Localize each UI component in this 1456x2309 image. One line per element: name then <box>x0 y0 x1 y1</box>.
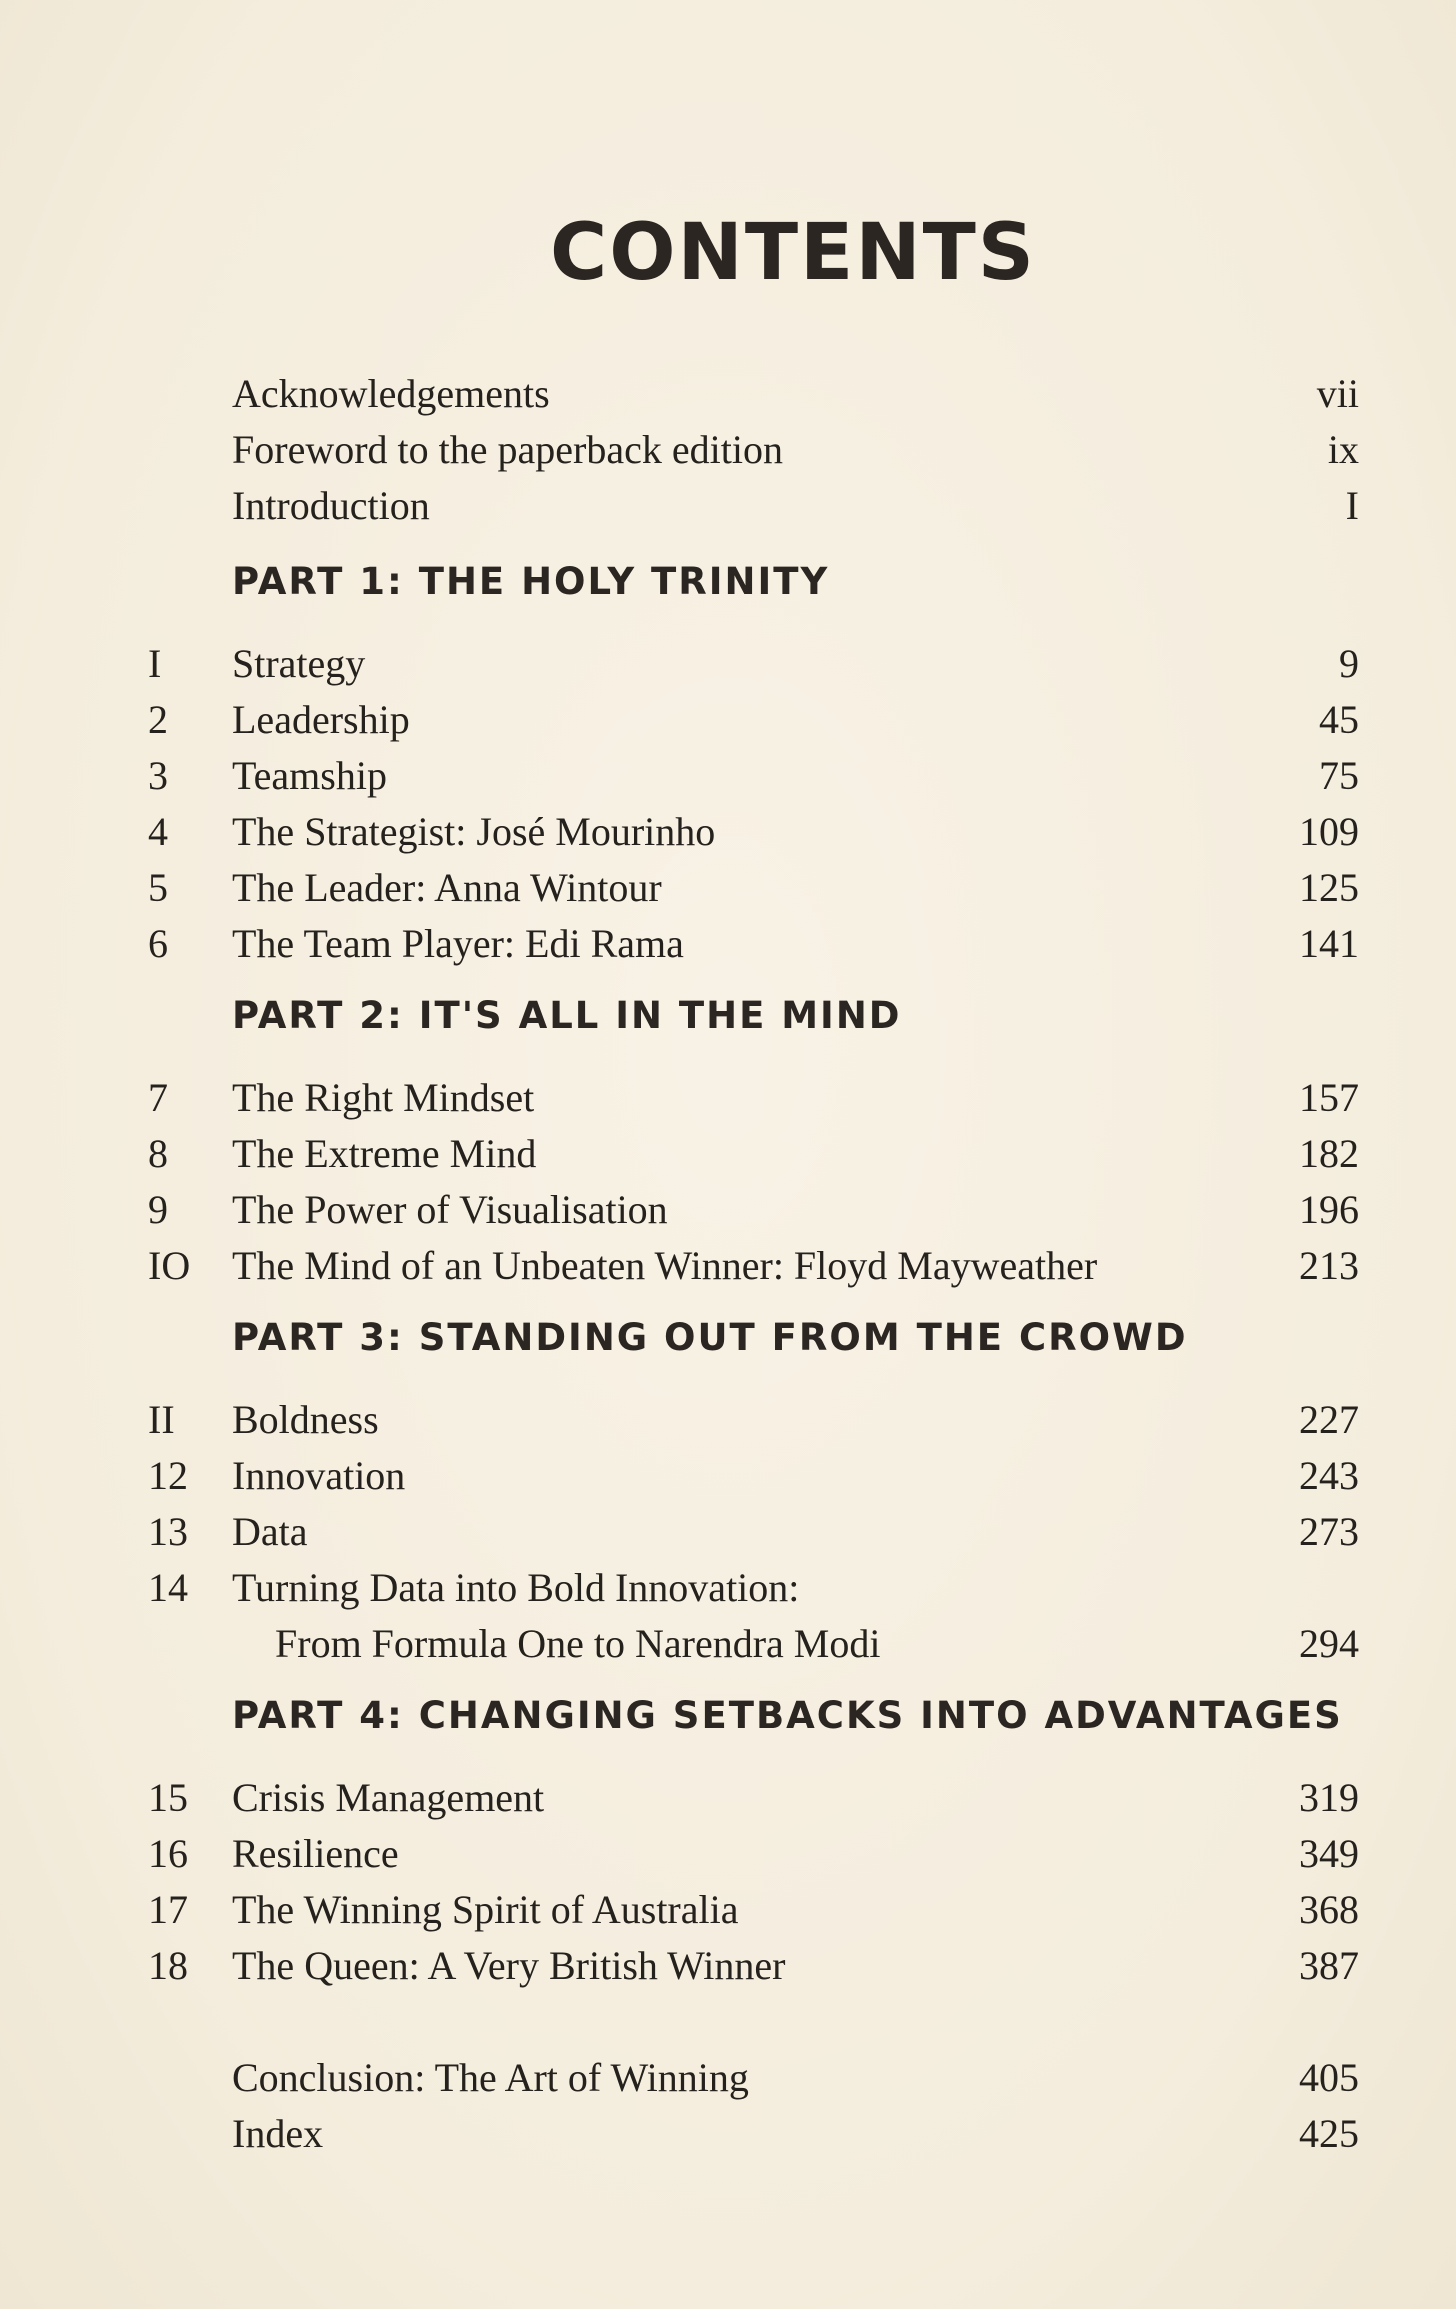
chapter-entry <box>0 1886 1456 1942</box>
chapter-page: 9 <box>1339 641 1359 686</box>
chapter-title: Turning Data into Bold Innovation: <box>232 1565 800 1610</box>
chapter-page: 349 <box>1299 1831 1359 1876</box>
entry-page: I <box>1345 483 1359 528</box>
chapter-entry <box>0 1130 1456 1186</box>
chapter-title: Leadership <box>232 697 410 742</box>
chapter-page: 182 <box>1299 1131 1359 1176</box>
chapter-number: 15 <box>148 1775 188 1820</box>
chapter-entry <box>0 920 1456 976</box>
part-heading-3: PART 3: STANDING OUT FROM THE CROWD <box>232 1316 1188 1359</box>
chapter-page: 196 <box>1299 1187 1359 1232</box>
toc-entry-conclusion <box>0 2054 1456 2110</box>
chapter-page: 141 <box>1299 921 1359 966</box>
entry-page: vii <box>1316 371 1359 416</box>
chapter-title: The Extreme Mind <box>232 1131 537 1176</box>
toc-entry-introduction <box>0 482 1456 538</box>
chapter-entry <box>0 1452 1456 1508</box>
chapter-entry <box>0 1242 1456 1298</box>
chapter-title: The Power of Visualisation <box>232 1187 668 1232</box>
toc-entry-acknowledgements <box>0 370 1456 426</box>
chapter-page: 227 <box>1299 1397 1359 1442</box>
entry-title: Introduction <box>232 483 430 528</box>
toc-entry-index <box>0 2110 1456 2166</box>
chapter-title: The Leader: Anna Wintour <box>232 865 662 910</box>
chapter-number: 9 <box>148 1187 168 1232</box>
chapter-page: 109 <box>1299 809 1359 854</box>
chapter-number: 18 <box>148 1943 188 1988</box>
chapter-number: 7 <box>148 1075 168 1120</box>
chapter-title: Data <box>232 1509 308 1554</box>
chapter-title: Strategy <box>232 641 366 686</box>
chapter-title: The Mind of an Unbeaten Winner: Floyd Mayweather <box>232 1243 1098 1288</box>
part-heading-2: PART 2: IT'S ALL IN THE MIND <box>232 994 902 1037</box>
chapter-number: 12 <box>148 1453 188 1498</box>
chapter-entry <box>0 1186 1456 1242</box>
chapter-entry-continuation <box>0 1620 1456 1676</box>
chapter-page: 368 <box>1299 1887 1359 1932</box>
part-heading-1: PART 1: THE HOLY TRINITY <box>232 560 830 603</box>
entry-title: Conclusion: The Art of Winning <box>232 2055 749 2100</box>
chapter-number: 8 <box>148 1131 168 1176</box>
chapter-title: The Winning Spirit of Australia <box>232 1887 739 1932</box>
chapter-title: The Queen: A Very British Winner <box>232 1943 786 1988</box>
entry-title: Index <box>232 2111 324 2156</box>
chapter-entry <box>0 1508 1456 1564</box>
chapter-entry <box>0 1564 1456 1620</box>
chapter-number: 6 <box>148 921 168 966</box>
chapter-entry <box>0 1074 1456 1130</box>
chapter-entry <box>0 696 1456 752</box>
chapter-number: 16 <box>148 1831 188 1876</box>
part-heading-4: PART 4: CHANGING SETBACKS INTO ADVANTAGES <box>232 1694 1343 1737</box>
chapter-number: II <box>148 1397 175 1442</box>
chapter-title: Innovation <box>232 1453 406 1498</box>
chapter-entry <box>0 1774 1456 1830</box>
chapter-number: 13 <box>148 1509 188 1554</box>
chapter-entry <box>0 864 1456 920</box>
entry-page: 405 <box>1299 2055 1359 2100</box>
chapter-number: 2 <box>148 697 168 742</box>
chapter-page: 243 <box>1299 1453 1359 1498</box>
chapter-entry <box>0 640 1456 696</box>
chapter-page: 157 <box>1299 1075 1359 1120</box>
entry-title: Foreword to the paperback edition <box>232 427 783 472</box>
chapter-entry <box>0 1942 1456 1998</box>
chapter-page: 125 <box>1299 865 1359 910</box>
chapter-title: Teamship <box>232 753 387 798</box>
chapter-page: 294 <box>1299 1621 1359 1666</box>
chapter-page: 213 <box>1299 1243 1359 1288</box>
chapter-page: 273 <box>1299 1509 1359 1554</box>
chapter-entry <box>0 808 1456 864</box>
entry-title: Acknowledgements <box>232 371 550 416</box>
toc-entry-foreword <box>0 426 1456 482</box>
chapter-entry <box>0 752 1456 808</box>
chapter-title-continuation: From Formula One to Narendra Modi <box>275 1621 881 1666</box>
chapter-page: 75 <box>1319 753 1359 798</box>
chapter-title: The Strategist: José Mourinho <box>232 809 716 854</box>
chapter-title: The Right Mindset <box>232 1075 535 1120</box>
chapter-number: 3 <box>148 753 168 798</box>
entry-page: ix <box>1327 427 1359 472</box>
chapter-number: 14 <box>148 1565 188 1610</box>
chapter-page: 319 <box>1299 1775 1359 1820</box>
chapter-page: 387 <box>1299 1943 1359 1988</box>
chapter-number: IO <box>148 1243 191 1288</box>
chapter-title: Boldness <box>232 1397 379 1442</box>
chapter-title: Resilience <box>232 1831 399 1876</box>
chapter-entry <box>0 1830 1456 1886</box>
chapter-page: 45 <box>1319 697 1359 742</box>
chapter-number: 4 <box>148 809 168 854</box>
chapter-number: 5 <box>148 865 168 910</box>
chapter-number: I <box>148 641 162 686</box>
chapter-title: Crisis Management <box>232 1775 545 1820</box>
page-title: CONTENTS <box>550 208 1036 298</box>
entry-page: 425 <box>1299 2111 1359 2156</box>
chapter-entry <box>0 1396 1456 1452</box>
chapter-title: The Team Player: Edi Rama <box>232 921 684 966</box>
chapter-number: 17 <box>148 1887 188 1932</box>
